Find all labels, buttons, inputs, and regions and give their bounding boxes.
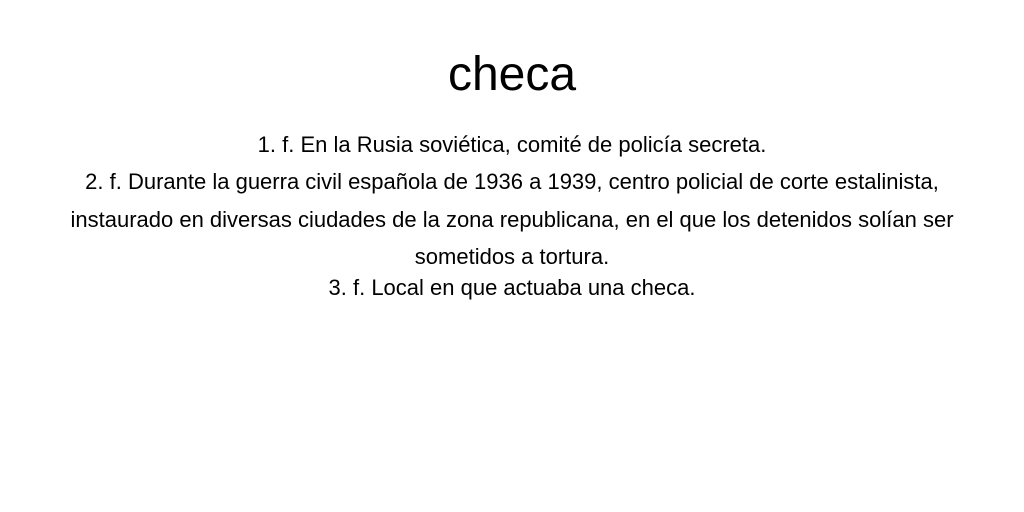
definition-item-2: 2. f. Durante la guerra civil española de 1936 a 1939, centro policial de corte estalinista, instaurado en diversas ciudades de la zona republicana, en el que los detenidos solían ser sometidos a tortura.	[70, 169, 954, 269]
definition-list	[62, 127, 962, 304]
headword-title: checa	[447, 48, 577, 101]
definition-item-1: 1. f. En la Rusia soviética, comité de policía secreta.	[257, 132, 767, 157]
definition-item-3: 3. f. Local en que actuaba una checa.	[328, 274, 696, 300]
